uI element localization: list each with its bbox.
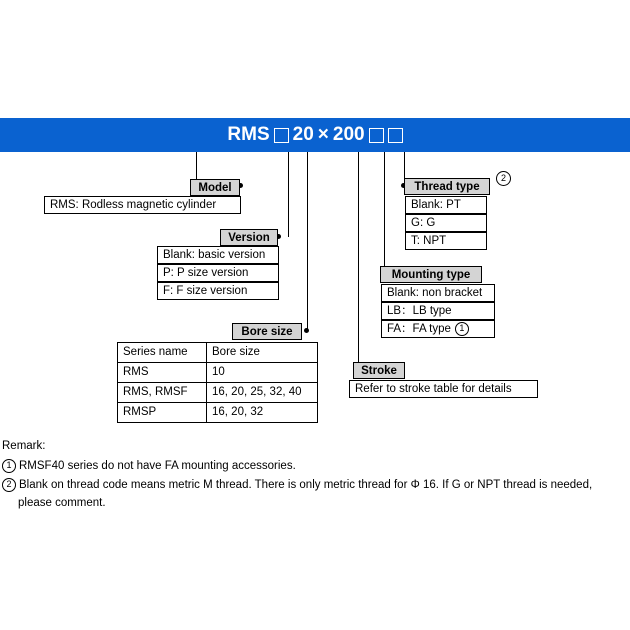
leader-mounting — [384, 152, 385, 274]
remark-text-2: Blank on thread code means metric M thread. There is only metric thread for Φ 16. If G or NPT thread is needed, — [19, 479, 593, 491]
code-box-mounting — [369, 128, 384, 143]
bore-header-0: Series name — [118, 343, 207, 363]
code-stroke: 200 — [332, 124, 365, 145]
thread-value-2: T: NPT — [405, 232, 487, 250]
bore-cell-0-1: 10 — [207, 363, 318, 383]
code-times: × — [317, 124, 329, 145]
remark-num-1: 1 — [2, 459, 16, 473]
section-title-thread-type: Thread type — [404, 178, 490, 195]
model-value-0: RMS: Rodless magnetic cylinder — [44, 196, 241, 214]
bore-cell-1-0: RMS, RMSF — [118, 383, 207, 403]
mounting-value-1: LB：LB type — [381, 302, 495, 320]
remark-title: Remark: — [2, 440, 46, 452]
table-row — [118, 383, 318, 403]
model-code-text — [227, 124, 402, 146]
thread-value-0: Blank: PT — [405, 196, 487, 214]
code-bore: 20 — [292, 124, 314, 145]
section-title-version: Version — [220, 229, 278, 246]
thread-value-1: G: G — [405, 214, 487, 232]
section-title-model: Model — [190, 179, 240, 196]
remark-num-2: 2 — [2, 478, 16, 492]
code-prefix: RMS — [227, 124, 270, 145]
footnote-ref-1: 1 — [455, 322, 469, 336]
section-title-mounting-type: Mounting type — [380, 266, 482, 283]
leader-version — [288, 152, 289, 237]
table-row — [118, 403, 318, 423]
mounting-value-0: Blank: non bracket — [381, 284, 495, 302]
section-title-stroke: Stroke — [353, 362, 405, 379]
leader-bore — [307, 152, 308, 330]
code-box-thread — [388, 128, 403, 143]
leader-dot-bore — [304, 328, 309, 333]
mounting-value-2 — [381, 320, 495, 338]
bore-cell-2-0: RMSP — [118, 403, 207, 423]
version-value-2: F: F size version — [157, 282, 279, 300]
footnote-ref-2: 2 — [496, 171, 511, 186]
version-value-1: P: P size version — [157, 264, 279, 282]
stroke-value-0: Refer to stroke table for details — [349, 380, 538, 398]
bore-cell-1-1: 16, 20, 25, 32, 40 — [207, 383, 318, 403]
leader-stroke — [358, 152, 359, 369]
model-code-band — [0, 118, 630, 152]
version-value-0: Blank: basic version — [157, 246, 279, 264]
bore-cell-2-1: 16, 20, 32 — [207, 403, 318, 423]
section-title-bore-size: Bore size — [232, 323, 302, 340]
bore-cell-0-0: RMS — [118, 363, 207, 383]
table-row-header — [118, 343, 318, 363]
remark-text-1: RMSF40 series do not have FA mounting accessories. — [19, 460, 296, 472]
bore-header-1: Bore size — [207, 343, 318, 363]
remark-note-1 — [2, 458, 296, 474]
table-row — [118, 363, 318, 383]
mounting-value-2-label: FA：FA type — [387, 323, 451, 335]
remark-note-2-cont: please comment. — [18, 497, 106, 509]
remark-note-2 — [2, 477, 592, 493]
code-box-version — [274, 128, 289, 143]
bore-size-table — [117, 342, 318, 423]
